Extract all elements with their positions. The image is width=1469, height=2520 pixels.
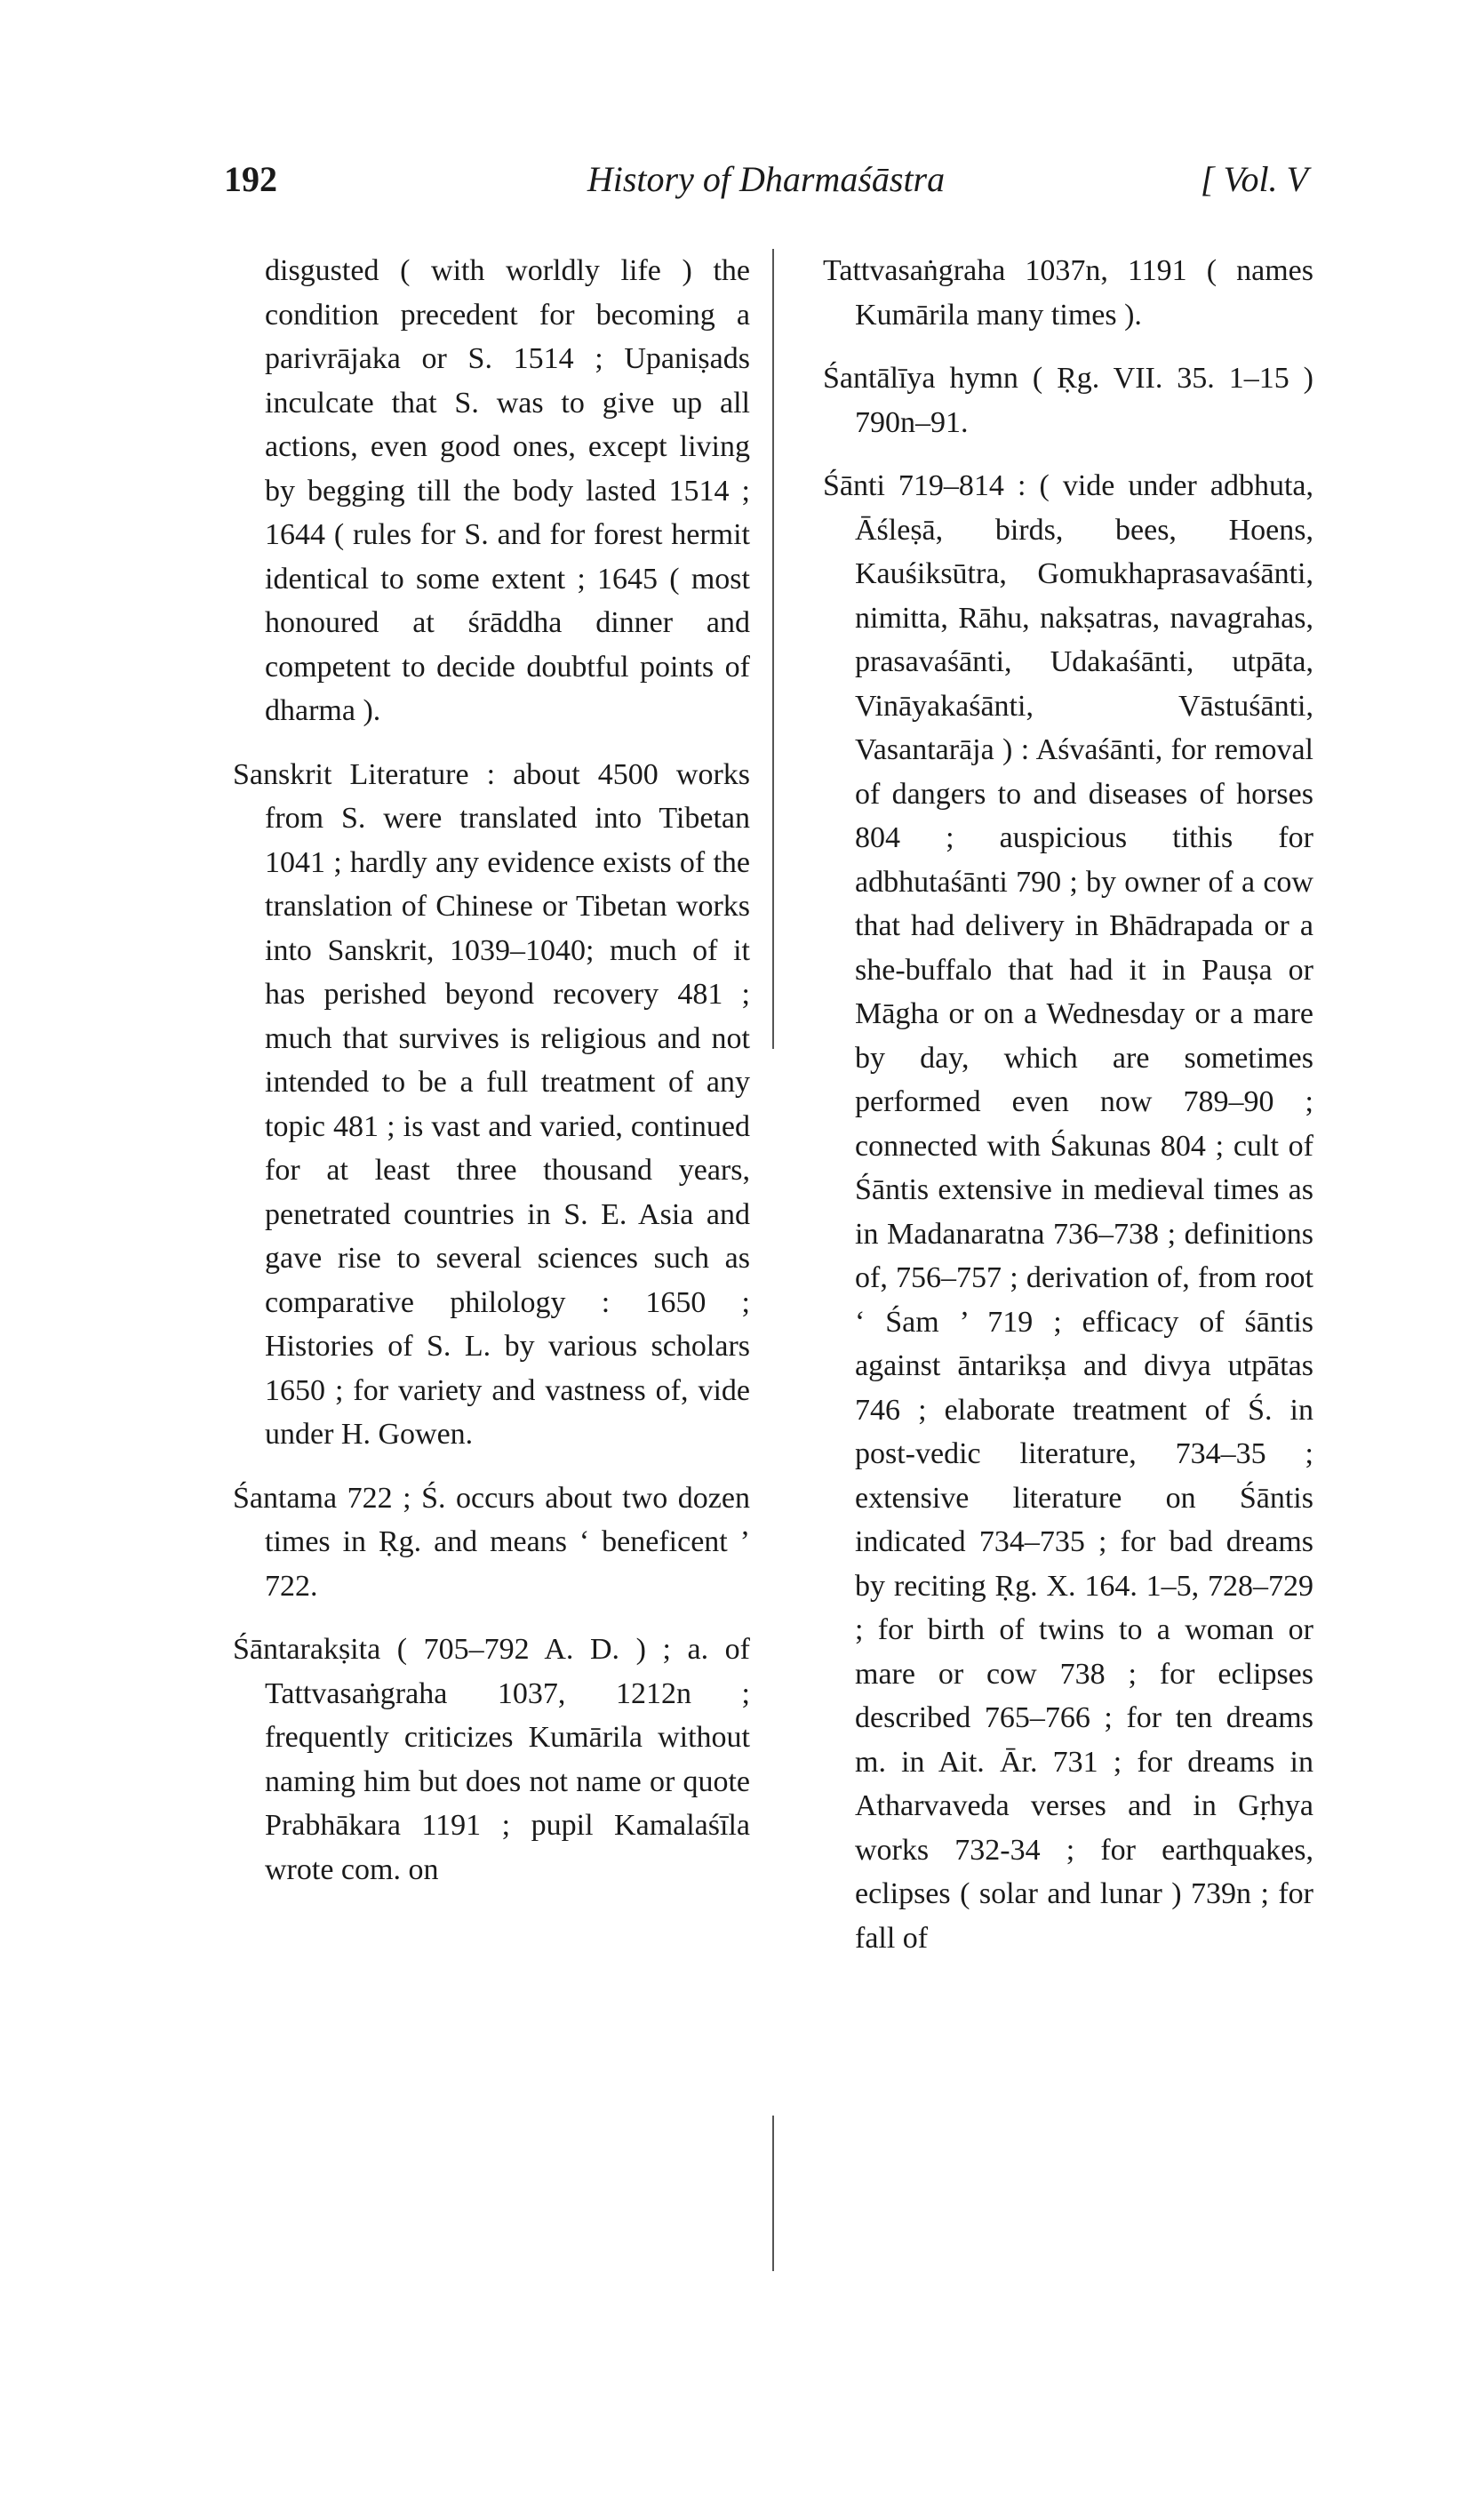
column-divider <box>772 2116 774 2271</box>
running-title: History of Dharmaśāstra <box>587 159 946 199</box>
index-entry: Tattvasaṅgraha 1037n, 1191 ( names Kumārila many times ). <box>823 254 1313 332</box>
index-entry: Śānti 719–814 : ( vide under adbhuta, Āśleṣā, birds, bees, Hoens, Kauśiksūtra, Gomukhaprasavaśānti, nimitta, Rāhu, nakṣatras, navagrahas, prasavaśānti, Udakaśānti, utpāta, Vināyakaśānti, Vāstuśānti, Vasantarāja ) : Aśvaśānti, for removal of dangers to and diseases of horses 804 ; auspicious tithis for adbhutaśānti 790 ; by owner of a cow that had delivery in Bhādrapada or a she-buffalo that had it in Pauṣa or Māgha or on a Wednesday or a mare by day, which are sometimes performed even now 789–90 ; connected with Śakunas 804 ; cult of Śāntis extensive in medieval times as in Madanaratna 736–738 ; definitions of, 756–757 ; derivation of, from root ‘ Śam ’ 719 ; efficacy of śāntis against āntarikṣa and divya utpātas 746 ; elaborate treatment of Ś. in post-vedic literature, 734–35 ; extensive literature on Śāntis indicated 734–735 ; for bad dreams by reciting Ṛg. X. 164. 1–5, 728–729 ; for birth of twins to a woman or mare or cow 738 ; for eclipses described 765–766 ; for ten dreams m. in Ait. Ār. 731 ; for dreams in Atharvaveda verses and in Gṛhya works 732-34 ; for earthquakes, eclipses ( solar and lunar ) 739n ; for fall of <box>823 469 1313 1955</box>
volume-label: [ Vol. V <box>1200 159 1308 199</box>
index-entry: disgusted ( with worldly life ) the condition precedent for becoming a parivrājaka or S. 1514 ; Upaniṣads inculcate that S. was to give up all actions, even good ones, except living by begging till the body lasted 1514 ; 1644 ( rules for S. and for forest hermit identical to some extent ; 1645 ( most honoured at śrāddha dinner and competent to decide doubtful points of dharma ). <box>265 254 750 727</box>
index-entry: Śāntarakṣita ( 705–792 A. D. ) ; a. of Tattvasaṅgraha 1037, 1212n ; frequently criticizes Kumārila without naming him but does not name or quote Prabhākara 1191 ; pupil Kamalaśīla wrote com. on <box>233 1633 750 1886</box>
index-entry: Śantama 722 ; Ś. occurs about two dozen times in Ṛg. and means ‘ beneficent ’ 722. <box>233 1481 750 1603</box>
index-entry: Sanskrit Literature : about 4500 works from S. were translated into Tibetan 1041 ; hardly any evidence exists of the translation of Chinese or Tibetan works into Sanskrit, 1039–1040; much of it has perished beyond recovery 481 ; much that survives is religious and not intended to be a full treatment of any topic 481 ; is vast and varied, continued for at least three thousand years, penetrated countries in S. E. Asia and gave rise to several sciences such as comparative philology : 1650 ; Histories of S. L. by various scholars 1650 ; for variety and vastness of, vide under H. Gowen. <box>233 757 750 1451</box>
left-column <box>233 249 750 1892</box>
page-header <box>224 158 1308 212</box>
index-entry: Śantālīya hymn ( Ṛg. VII. 35. 1–15 ) 790n–91. <box>823 362 1313 439</box>
page-number: 192 <box>224 159 277 199</box>
column-divider <box>772 249 774 1049</box>
right-column <box>823 249 1313 1960</box>
